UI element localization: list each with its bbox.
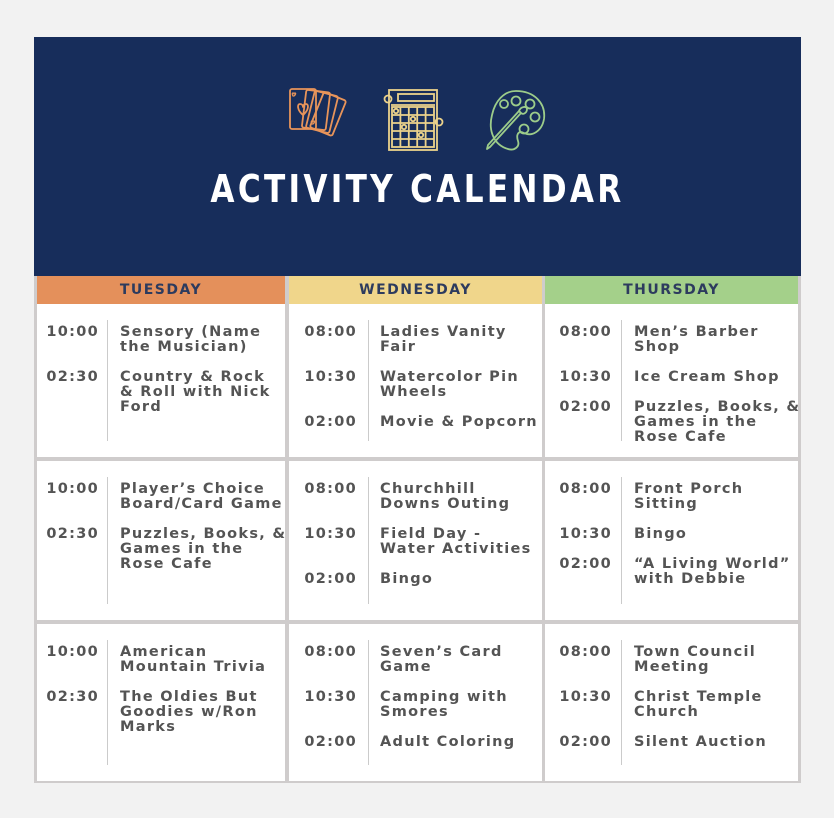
event-time: 10:00 [46, 481, 99, 497]
event-name-line: Seven’s Card [380, 644, 503, 660]
event-name-line: Smores [380, 704, 449, 720]
event-name-line: Men’s Barber [634, 324, 759, 340]
playing-cards-icon [286, 87, 354, 155]
day-cell-thursday-week-1 [545, 304, 801, 457]
event-name-line: Ice Cream Shop [634, 369, 780, 385]
day-cell-wednesday-week-2 [289, 461, 542, 620]
event-name-line: The Oldies But [120, 689, 258, 705]
event-time: 02:30 [46, 369, 99, 385]
event-name [634, 527, 796, 542]
event-name-line: Rose Cafe [634, 429, 727, 445]
time-divider [107, 477, 108, 604]
event-name [380, 325, 540, 355]
event-name-line: Player’s Choice [120, 481, 265, 497]
event-name-line: Games in the [120, 541, 244, 557]
event-time: 10:30 [304, 689, 357, 705]
event-time: 02:00 [559, 734, 612, 750]
event-name-line: Goodies w/Ron [120, 704, 258, 720]
time-divider [368, 477, 369, 604]
event-name [634, 645, 796, 675]
event-name [634, 690, 796, 720]
event-time: 08:00 [559, 481, 612, 497]
event-time: 10:30 [304, 526, 357, 542]
event-name [634, 557, 796, 587]
event-time: 10:30 [559, 369, 612, 385]
event-name-line: Churchhill [380, 481, 476, 497]
event-name-line: Sensory (Name [120, 324, 262, 340]
header-icons [34, 87, 801, 155]
event-time: 10:30 [304, 369, 357, 385]
event-name-line: Front Porch [634, 481, 744, 497]
event-name-line: Silent Auction [634, 734, 768, 750]
event-name-line: Adult Coloring [380, 734, 516, 750]
event-name-line: Bingo [634, 526, 688, 542]
event-name [380, 572, 540, 587]
event-name-line: Marks [120, 719, 177, 735]
event-time: 02:00 [304, 571, 357, 587]
event-name-line: Christ Temple [634, 689, 763, 705]
event-name [120, 690, 283, 735]
event-name-line: Downs Outing [380, 496, 511, 512]
event-name [120, 325, 283, 355]
time-divider [621, 477, 622, 604]
event-name-line: Rose Cafe [120, 556, 213, 572]
event-name-line: Puzzles, Books, & [634, 399, 801, 415]
event-name-line: Board/Card Game [120, 496, 283, 512]
day-header-thursday: THURSDAY [545, 276, 798, 304]
day-cell-thursday-week-3 [545, 624, 798, 781]
event-name-line: Field Day - [380, 526, 482, 542]
event-name [634, 325, 796, 355]
time-divider [368, 320, 369, 441]
event-time: 02:30 [46, 526, 99, 542]
event-name-line: Wheels [380, 384, 448, 400]
time-divider [107, 320, 108, 441]
event-time: 10:30 [559, 526, 612, 542]
event-name-line: Ladies Vanity [380, 324, 507, 340]
event-name-line: “A Living World” [634, 556, 791, 572]
day-cell-tuesday-week-1 [37, 304, 285, 457]
event-name-line: Town Council [634, 644, 757, 660]
event-name [380, 415, 540, 430]
day-header-wednesday: WEDNESDAY [289, 276, 542, 304]
day-cell-wednesday-week-1 [289, 304, 542, 457]
calendar-grid [34, 276, 801, 783]
event-name [380, 482, 540, 512]
event-name-line: Bingo [380, 571, 434, 587]
event-name [120, 526, 287, 572]
event-name-line: Sitting [634, 496, 699, 512]
event-name-line: Games in the [634, 414, 758, 430]
event-name-line: Ford [120, 399, 163, 415]
event-name [120, 370, 283, 415]
event-name [634, 399, 801, 445]
event-name-line: Puzzles, Books, & [120, 526, 287, 542]
calendar-header [34, 37, 801, 276]
event-time: 10:00 [46, 324, 99, 340]
event-name-line: Watercolor Pin [380, 369, 519, 385]
event-time: 08:00 [304, 324, 357, 340]
event-name [634, 370, 796, 385]
event-name [380, 527, 540, 557]
event-name [380, 690, 540, 720]
event-name-line: Game [380, 659, 432, 675]
event-name [634, 735, 796, 750]
event-time: 02:30 [46, 689, 99, 705]
day-cell-tuesday-week-3 [37, 624, 285, 781]
page-title: ACTIVITY CALENDAR [210, 167, 625, 211]
day-header-tuesday: TUESDAY [37, 276, 285, 304]
day-cell-tuesday-week-2 [37, 461, 285, 620]
event-name [120, 482, 283, 512]
event-time: 08:00 [559, 644, 612, 660]
event-name [380, 645, 540, 675]
event-time: 02:00 [304, 734, 357, 750]
event-time: 08:00 [304, 644, 357, 660]
event-name-line: Fair [380, 339, 417, 355]
event-name-line: Movie & Popcorn [380, 414, 538, 430]
event-time: 02:00 [559, 556, 612, 572]
bingo-card-icon [383, 87, 449, 155]
day-cell-thursday-week-2 [545, 461, 798, 620]
event-name-line: American [120, 644, 208, 660]
event-time: 10:30 [559, 689, 612, 705]
time-divider [621, 320, 622, 441]
event-name [380, 370, 540, 400]
paint-palette-icon [480, 87, 550, 155]
event-name [380, 735, 540, 750]
event-time: 02:00 [304, 414, 357, 430]
event-name [634, 482, 796, 512]
event-time: 10:00 [46, 644, 99, 660]
time-divider [368, 640, 369, 765]
event-name-line: Meeting [634, 659, 710, 675]
event-name-line: Water Activities [380, 541, 532, 557]
event-name-line: the Musician) [120, 339, 248, 355]
event-name-line: Camping with [380, 689, 508, 705]
event-name-line: Church [634, 704, 700, 720]
event-name [120, 645, 283, 675]
time-divider [621, 640, 622, 765]
day-cell-wednesday-week-3 [289, 624, 542, 781]
event-time: 08:00 [559, 324, 612, 340]
time-divider [107, 640, 108, 765]
event-name-line: Mountain Trivia [120, 659, 267, 675]
event-name-line: with Debbie [634, 571, 747, 587]
event-time: 02:00 [559, 399, 612, 415]
event-name-line: Country & Rock [120, 369, 266, 385]
event-name-line: & Roll with Nick [120, 384, 271, 400]
event-time: 08:00 [304, 481, 357, 497]
event-name-line: Shop [634, 339, 681, 355]
